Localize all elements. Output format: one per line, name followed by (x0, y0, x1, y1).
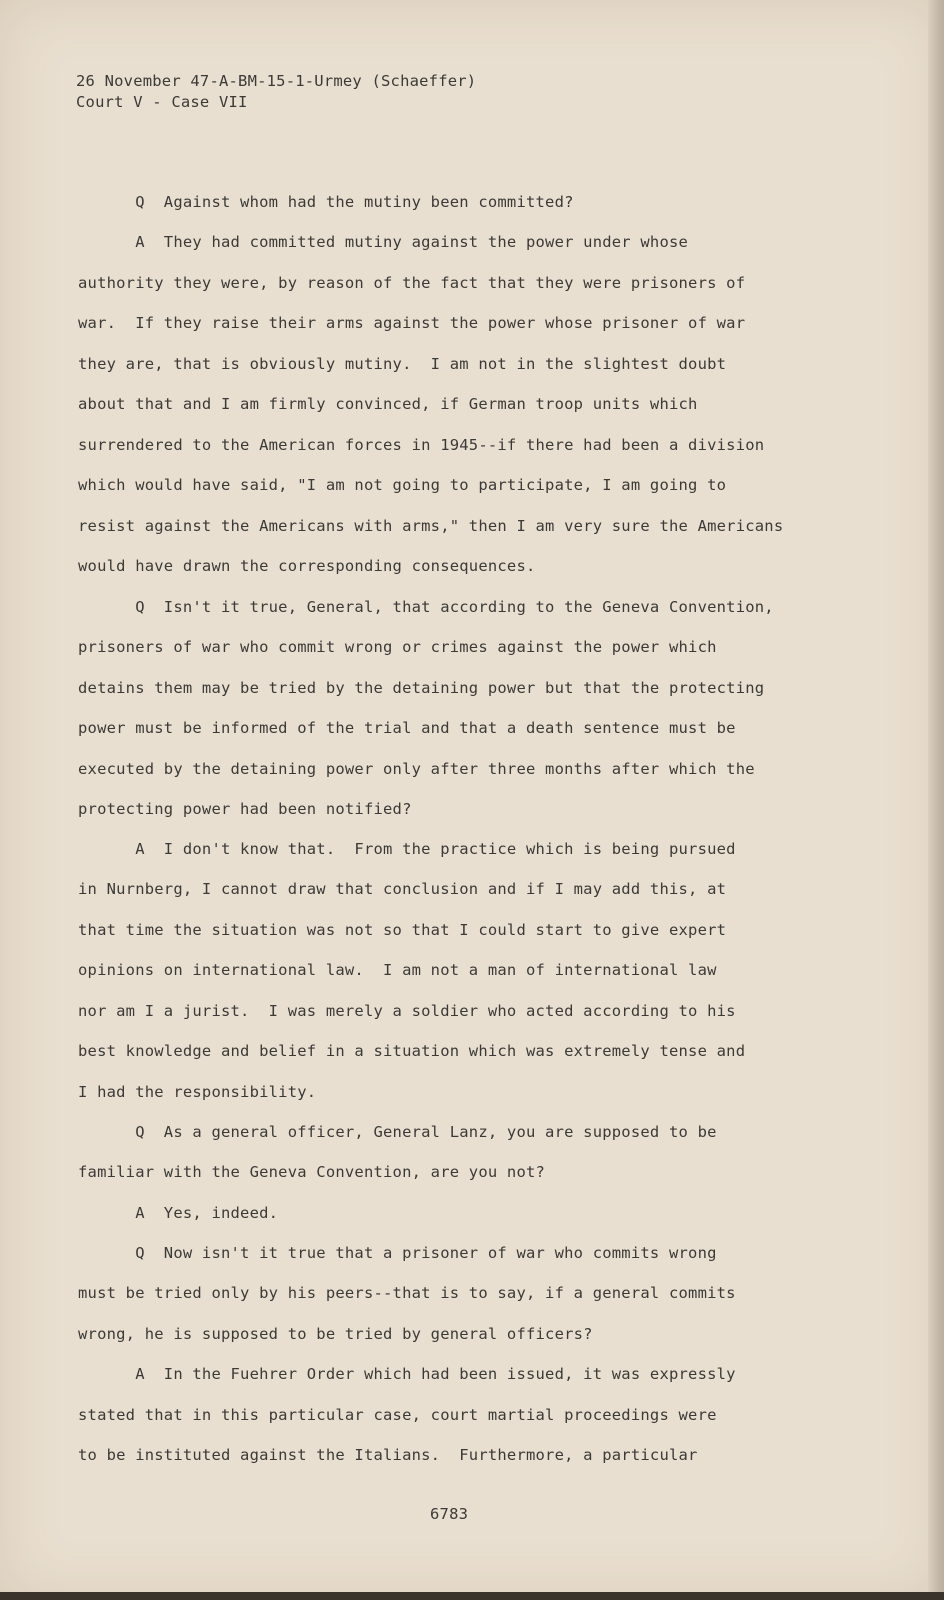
text-line: prisoners of war who commit wrong or crimes against the power which (78, 638, 717, 656)
text-line: protecting power had been notified? (78, 800, 412, 818)
text-line: Q Against whom had the mutiny been committed? (78, 193, 574, 211)
page-edge (928, 0, 944, 1600)
text-line: A They had committed mutiny against the power under whose (78, 233, 689, 251)
page-number: 6783 (430, 1505, 469, 1523)
text-line: authority they were, by reason of the fact that they were prisoners of (78, 274, 746, 292)
text-line: in Nurnberg, I cannot draw that conclusion and if I may add this, at (78, 880, 727, 898)
text-line: which would have said, "I am not going to participate, I am going to (78, 476, 727, 494)
text-line: resist against the Americans with arms," then I am very sure the Americans (78, 517, 784, 535)
text-line: Q As a general officer, General Lanz, you are supposed to be (78, 1123, 717, 1141)
text-line: would have drawn the corresponding consequences. (78, 557, 536, 575)
text-line: A In the Fuehrer Order which had been issued, it was expressly (78, 1365, 736, 1383)
text-line: A Yes, indeed. (78, 1204, 279, 1222)
text-line: wrong, he is supposed to be tried by general officers? (78, 1325, 593, 1343)
text-line: best knowledge and belief in a situation which was extremely tense and (78, 1042, 746, 1060)
text-line: familiar with the Geneva Convention, are you not? (78, 1163, 546, 1181)
text-line: stated that in this particular case, court martial proceedings were (78, 1406, 717, 1424)
text-line: they are, that is obviously mutiny. I am not in the slightest doubt (78, 355, 727, 373)
header-line-1: 26 November 47-A-BM-15-1-Urmey (Schaeffer) (76, 72, 477, 90)
text-line: executed by the detaining power only after three months after which the (78, 760, 755, 778)
scan-border (0, 1592, 944, 1600)
text-line: must be tried only by his peers--that is to say, if a general commits (78, 1284, 736, 1302)
text-line: power must be informed of the trial and that a death sentence must be (78, 719, 736, 737)
text-line: surrendered to the American forces in 1945--if there had been a division (78, 436, 765, 454)
text-line: Q Isn't it true, General, that according to the Geneva Convention, (78, 598, 774, 616)
text-line: opinions on international law. I am not a man of international law (78, 961, 717, 979)
text-line: I had the responsibility. (78, 1083, 317, 1101)
text-line: detains them may be tried by the detaining power but that the protecting (78, 679, 765, 697)
text-line: nor am I a jurist. I was merely a soldier who acted according to his (78, 1002, 736, 1020)
text-line: to be instituted against the Italians. Furthermore, a particular (78, 1446, 698, 1464)
text-line: A I don't know that. From the practice which is being pursued (78, 840, 736, 858)
text-line: war. If they raise their arms against the power whose prisoner of war (78, 314, 746, 332)
text-line: that time the situation was not so that I could start to give expert (78, 921, 727, 939)
header-line-2: Court V - Case VII (76, 93, 248, 111)
text-line: Q Now isn't it true that a prisoner of war who commits wrong (78, 1244, 717, 1262)
text-line: about that and I am firmly convinced, if German troop units which (78, 395, 698, 413)
